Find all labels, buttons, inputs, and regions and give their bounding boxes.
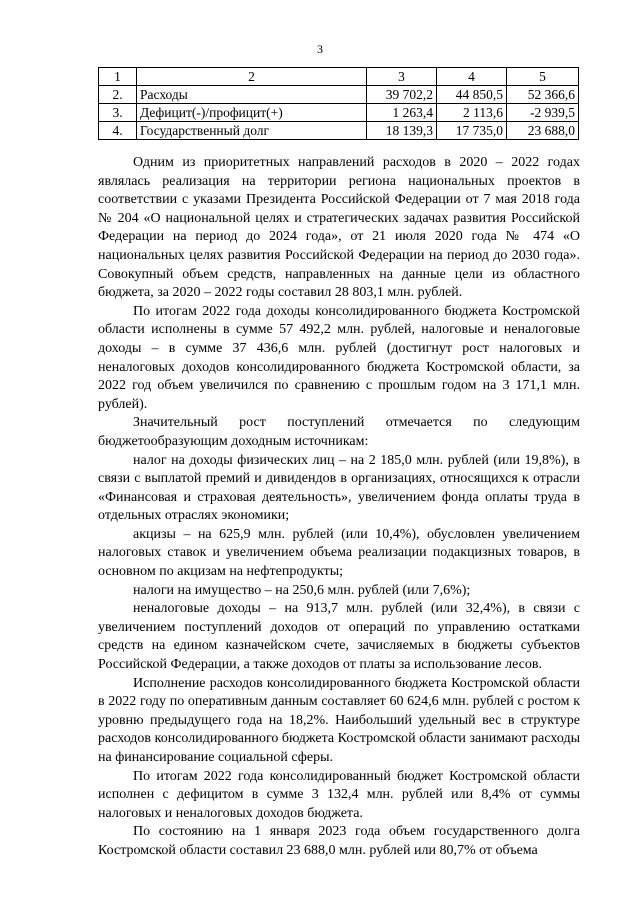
value-cell: 17 735,0 [437, 122, 507, 140]
paragraph-deficit: По итогам 2022 года консолидированный бюджет Костромской области исполнен с дефицитом в сумме 3 132,4 млн. рублей или 8,4% от суммы налоговых и неналоговых доходов бюджета. [98, 768, 580, 821]
row-label: Расходы [137, 86, 367, 104]
header-cell: 1 [99, 68, 137, 86]
row-label: Дефицит(-)/профицит(+) [137, 104, 367, 122]
value-cell: 44 850,5 [437, 86, 507, 104]
row-label: Государственный долг [137, 122, 367, 140]
header-cell: 5 [507, 68, 579, 86]
row-number: 4. [99, 122, 137, 140]
paragraph-property-tax: налоги на имущество – на 250,6 млн. рублей (или 7,6%); [133, 582, 471, 598]
value-cell: 1 263,4 [367, 104, 437, 122]
paragraph-growth-intro: Значительный рост поступлений отмечается по следующим бюджетообразующим доходным источникам: [98, 415, 580, 449]
budget-table [98, 67, 579, 140]
paragraph-excise: акцизы – на 625,9 млн. рублей (или 10,4%), обусловлен увеличением налоговых ставок и увеличением объема реализации подакцизных товаров, в основном по акцизам на нефтепродукты; [98, 526, 580, 580]
paragraph-debt: По состоянию на 1 января 2023 года объем государственного долга Костромской области составил 23 688,0 млн. рублей или 80,7% от объема [98, 824, 580, 858]
value-cell: 52 366,6 [507, 86, 579, 104]
body-text [98, 154, 580, 861]
value-cell: 39 702,2 [367, 86, 437, 104]
paragraph-income-tax: налог на доходы физических лиц – на 2 185,0 млн. рублей (или 19,8%), в связи с выплатой премий и дивидендов в организациях, относящихся к отрасли «Финансовая и страховая деятельность», увеличением фонда оплаты труда в отдельных отраслях экономики; [98, 452, 580, 524]
value-cell: 18 139,3 [367, 122, 437, 140]
table-row [99, 104, 579, 122]
header-cell: 3 [367, 68, 437, 86]
value-cell: 23 688,0 [507, 122, 579, 140]
value-cell: 2 113,6 [437, 104, 507, 122]
row-number: 2. [99, 86, 137, 104]
table-row [99, 122, 579, 140]
paragraph-non-tax: неналоговые доходы – на 913,7 млн. рублей (или 32,4%), в связи с увеличением поступлений доходов от операций по управлению остатками средств на едином казначейском счете, зачисляемых в бюджеты субъектов Российской Федерации, а также доходов от платы за использование лесов. [98, 601, 580, 673]
header-cell: 2 [137, 68, 367, 86]
header-cell: 4 [437, 68, 507, 86]
value-cell: -2 939,5 [507, 104, 579, 122]
page-number: 3 [317, 42, 323, 56]
paragraph-revenues: По итогам 2022 года доходы консолидированного бюджета Костромской области исполнены в сумме 57 492,2 млн. рублей, налоговые и неналоговые доходы – в сумме 37 436,6 млн. рублей (достигнут рост налоговых и неналоговых доходов консолидированного бюджета Костромской области, за 2022 год объем увеличился по сравнению с прошлым годом на 3 171,1 млн. рублей). [98, 303, 580, 412]
paragraph-national-projects: Одним из приоритетных направлений расходов в 2020 – 2022 годах являлась реализация на территории региона национальных проектов в соответствии с указами Президента Российской Федерации от 7 мая 2018 года № 204 «О национальной целях и стратегических задачах развития Российской Федерации на период до 2024 года», от 21 июля 2020 года № 474 «О национальных целях развития Российской Федерации на период до 2030 года». Совокупный объем средств, направленных на данные цели из областного бюджета, за 2020 – 2022 годы составил 28 803,1 млн. рублей. [98, 155, 580, 301]
row-number: 3. [99, 104, 137, 122]
table-header-row [99, 68, 579, 86]
table-row [99, 86, 579, 104]
paragraph-expenditures: Исполнение расходов консолидированного бюджета Костромской области в 2022 году по оперативным данным составляет 60 624,6 млн. рублей с ростом к уровню предыдущего года на 18,2%. Наибольший удельный вес в структуре расходов консолидированного бюджета Костромской области занимают расходы на финансирование социальной сферы. [98, 675, 580, 765]
